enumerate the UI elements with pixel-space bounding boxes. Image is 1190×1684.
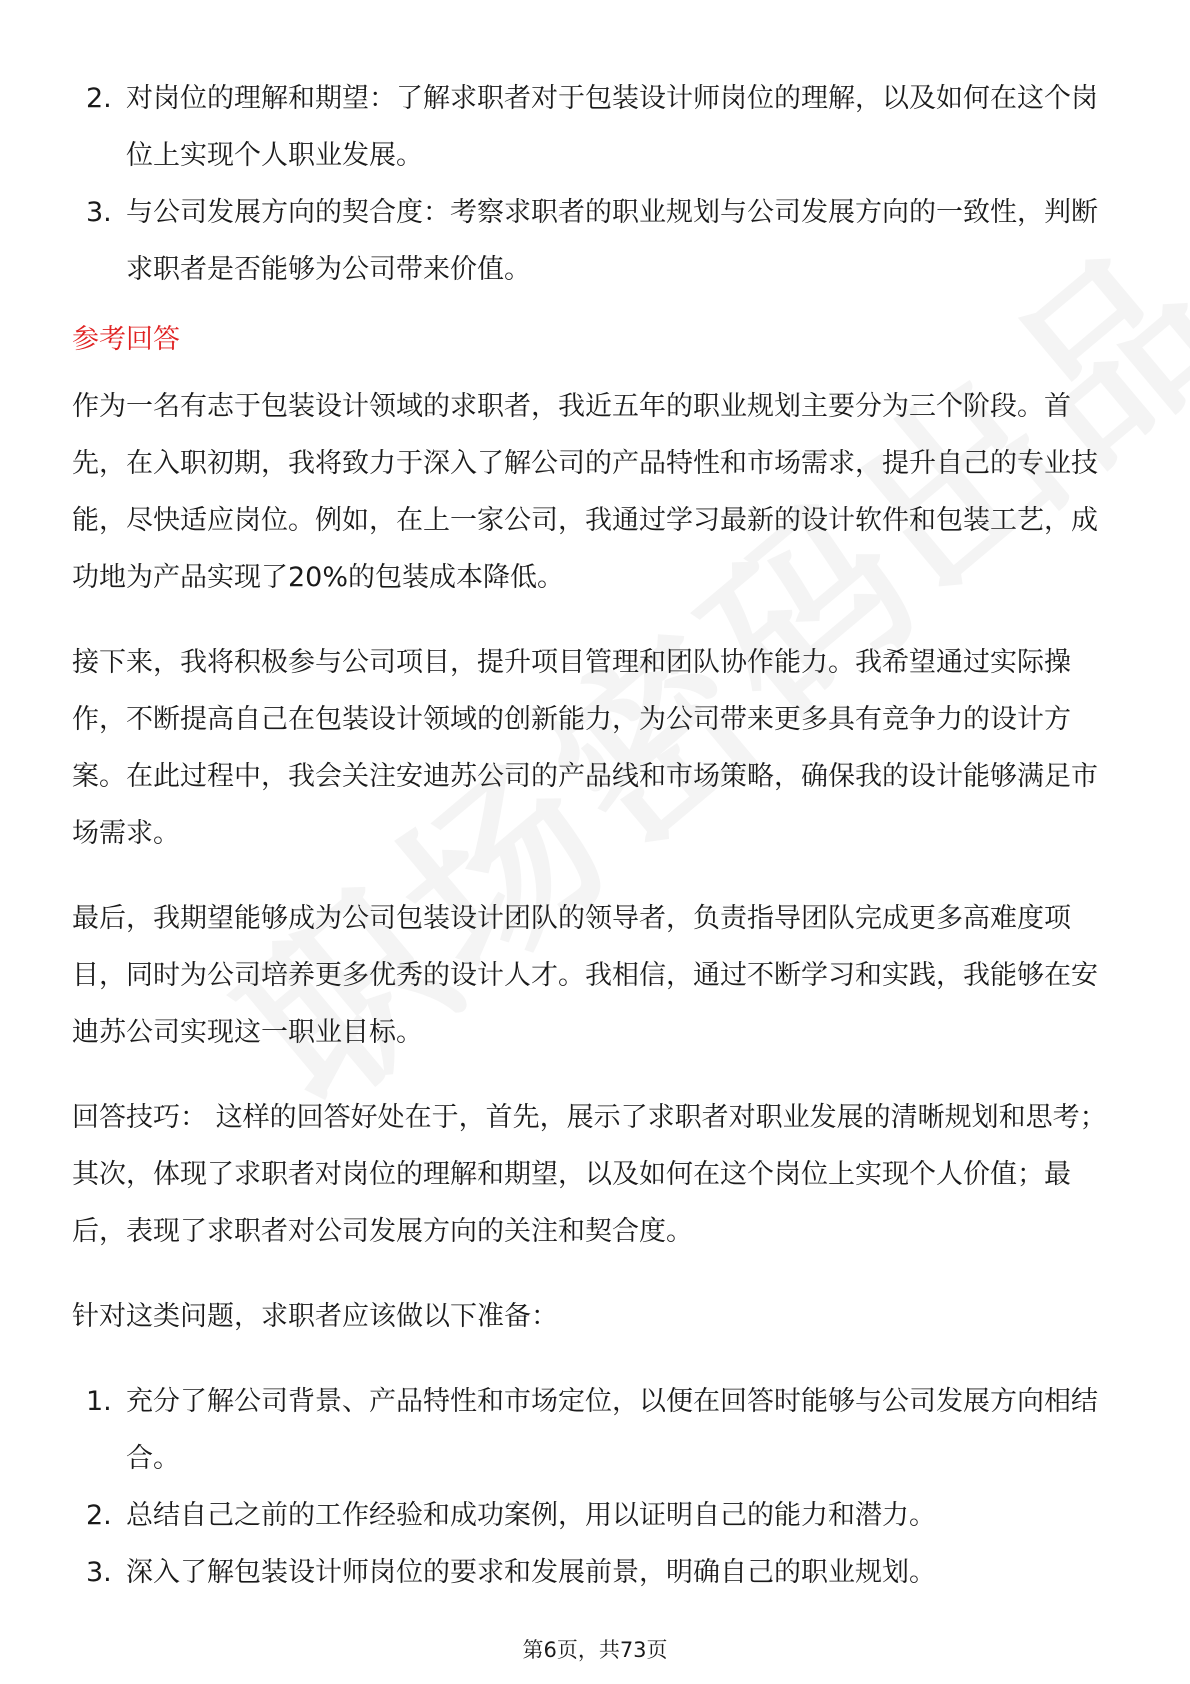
list-item-text: 与公司发展方向的契合度：考察求职者的职业规划与公司发展方向的一致性，判断求职者是否能够为公司带来价值。 bbox=[126, 197, 1098, 285]
answer-paragraph: 作为一名有志于包装设计领域的求职者，我近五年的职业规划主要分为三个阶段。首先，在入职初期，我将致力于深入了解公司的产品特性和市场需求，提升自己的专业技能，尽快适应岗位。例如，在上一家公司，我通过学习最新的设计软件和包装工艺，成功地为产品实现了20%的包装成本降低。 bbox=[72, 391, 1098, 593]
list-item bbox=[72, 70, 1122, 184]
list-item bbox=[72, 1487, 1122, 1544]
list-number: 3. bbox=[86, 1557, 112, 1588]
preparation-list bbox=[72, 1373, 1122, 1601]
list-number: 2. bbox=[86, 83, 112, 114]
list-number: 3. bbox=[86, 197, 112, 228]
list-number: 1. bbox=[86, 1386, 112, 1417]
answer-paragraph: 最后，我期望能够成为公司包装设计团队的领导者，负责指导团队完成更多高难度项目，同时为公司培养更多优秀的设计人才。我相信，通过不断学习和实践，我能够在安迪苏公司实现这一职业目标。 bbox=[72, 903, 1098, 1048]
list-item bbox=[72, 1544, 1122, 1601]
tips-paragraph: 回答技巧： 这样的回答好处在于，首先，展示了求职者对职业发展的清晰规划和思考；其次，体现了求职者对岗位的理解和期望，以及如何在这个岗位上实现个人价值；最后，表现了求职者对公司发展方向的关注和契合度。 bbox=[72, 1102, 1107, 1247]
list-item-text: 深入了解包装设计师岗位的要求和发展前景，明确自己的职业规划。 bbox=[126, 1557, 936, 1588]
page-content bbox=[72, 70, 1122, 1601]
answer-paragraph: 接下来，我将积极参与公司项目，提升项目管理和团队协作能力。我希望通过实际操作，不断提高自己在包装设计领域的创新能力，为公司带来更多具有竞争力的设计方案。在此过程中，我会关注安迪苏公司的产品线和市场策略，确保我的设计能够满足市场需求。 bbox=[72, 647, 1098, 849]
list-item-text: 充分了解公司背景、产品特性和市场定位，以便在回答时能够与公司发展方向相结合。 bbox=[126, 1386, 1098, 1474]
list-item-text: 总结自己之前的工作经验和成功案例，用以证明自己的能力和潜力。 bbox=[126, 1500, 936, 1531]
list-item bbox=[72, 1373, 1122, 1487]
list-item bbox=[72, 184, 1122, 298]
list-number: 2. bbox=[86, 1500, 112, 1531]
page-footer: 第6页，共73页 bbox=[522, 1638, 668, 1662]
top-numbered-list bbox=[72, 70, 1122, 298]
list-item-text: 对岗位的理解和期望：了解求职者对于包装设计师岗位的理解，以及如何在这个岗位上实现个人职业发展。 bbox=[126, 83, 1098, 171]
section-title: 参考回答 bbox=[72, 324, 180, 355]
preparation-intro: 针对这类问题，求职者应该做以下准备： bbox=[72, 1301, 558, 1332]
